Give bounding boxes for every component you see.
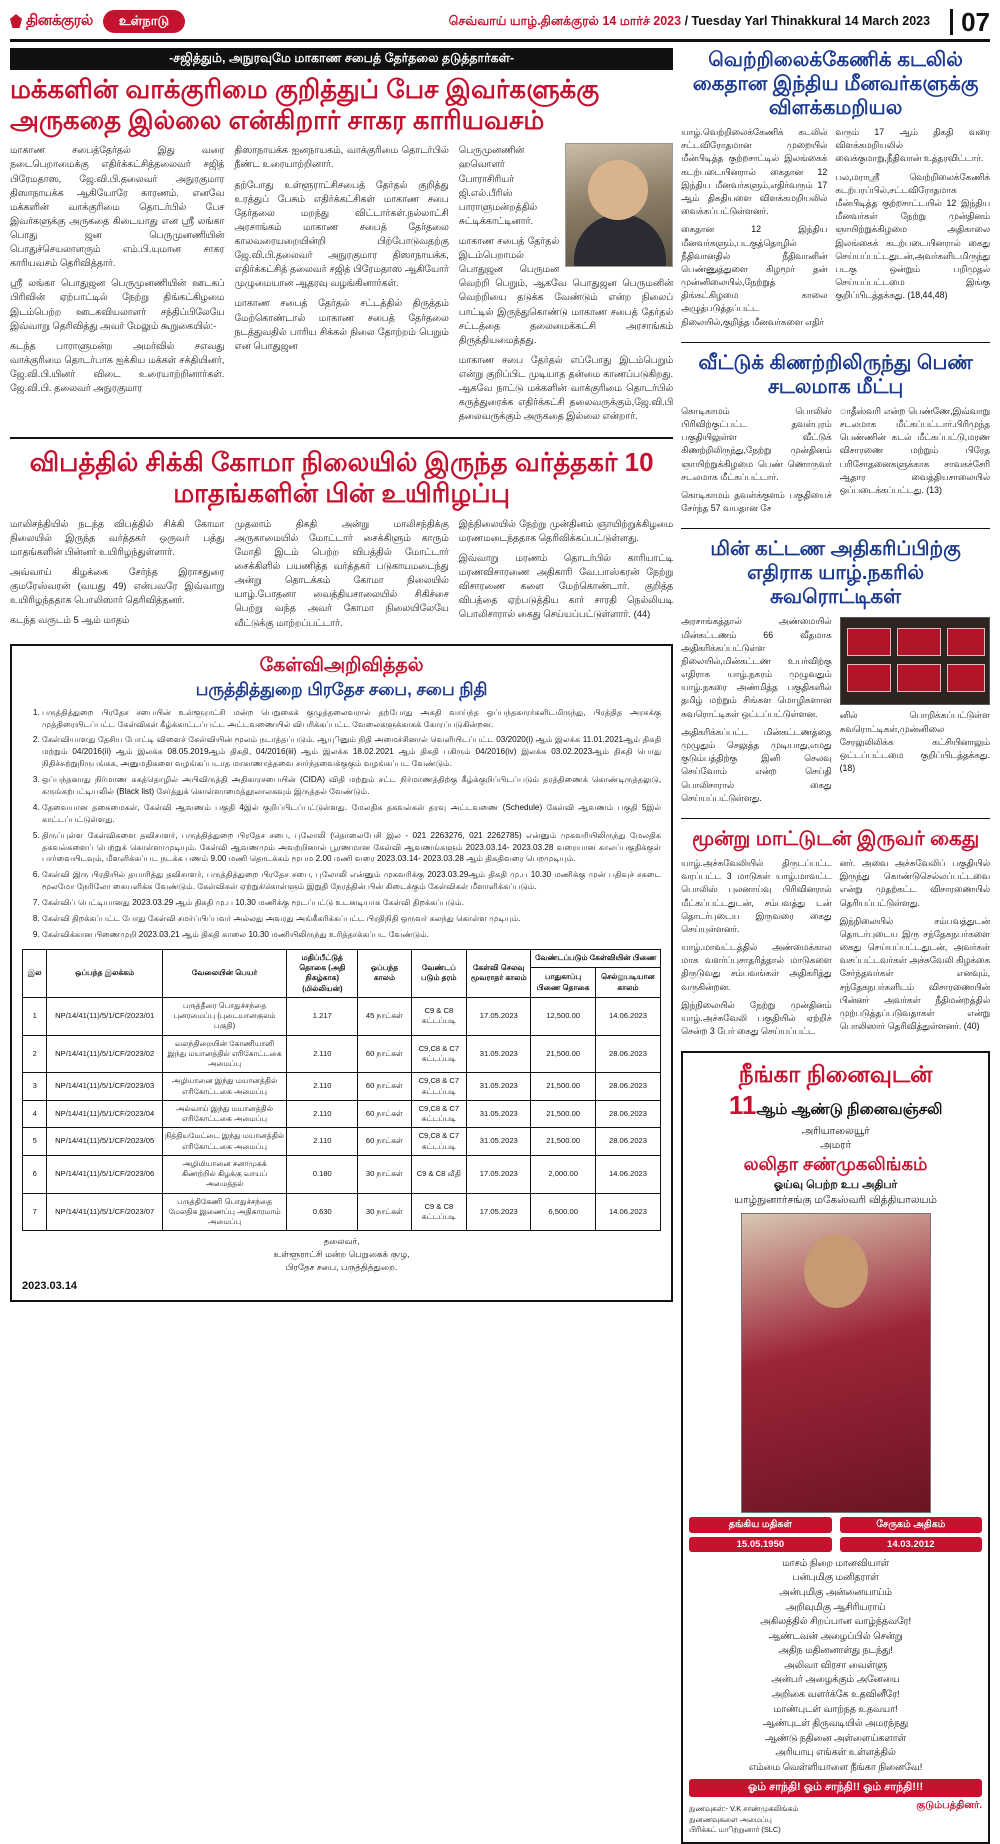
signature-line: உள்ளூராட்சி மன்ற பெறுகைக் குழு, (273, 1249, 410, 1260)
cell-estimate: 1.217 (287, 997, 358, 1035)
paragraph: யாழ்.அச்சுவேலியில் திருடப்பட்ட வரப்பட்ட 3 மாடுகள் யாழ்.மாவட்ட பொலிஸ் புலனாய்வு பிரிவினரால் மீட்கப்பட்டதுடன், சம்பவத்து டன் தொடர்புடைய இருவரை கைது செய்யுள்ளனர். (681, 857, 832, 934)
paragraph: னர். அவை அச்சுவேலிப் பகுதியில் இருந்து கொண்டுசெல்லப்பட்டவை என்று முதற்கட்ட விசாரணையில் தெரியப்பட்டுள்ளது. (839, 857, 991, 908)
table-row (23, 1100, 661, 1128)
story-accident-coma (10, 447, 673, 635)
table-row (23, 997, 661, 1035)
notice-clause: 9. கேள்விக்கான பிணைமுறி 2023.03.21 ஆம் திகதி காலை 10.30 மணியிலிருந்து உரித்தாக்கப்பட வேண்டும். (42, 929, 661, 941)
cell-period: 60 நாட்கள் (358, 1128, 411, 1156)
th-estimate: மதிப்பீட்டுத் தொகை (அதி நிகழ்காக) (மில்லியன்) (287, 949, 358, 997)
notice-clause: 1. பருத்தித்துறை பிரதேச சபையின் உள்ளூராட்சி மன்ற பெறுகைக் குழுத்தலைவரால் தற்போது அகதி வாய்ந்த ஒப்பந்தகாரர்களிடமிருந்து, பிரத்தித அரசுக்கு முத்திரையிடப்பட்ட கேள்விகள் கீழ்க்காட்டப்பட்ட அட்டவணையில் விபரிக்கப்பட்ட வேலைகளுக்காகக் கோரப்படுகின்றன. (42, 707, 661, 731)
paragraph: திஸாநாயக்க ஐனநாயகம், வாக்குரிமை தொடர்பில் நீண்ட உரையாற்றினார். (234, 144, 449, 170)
notice-clause: 2. கேள்வியாளது தேசிய போட்டி விளைச் கேள்வியின் மூலம் நடாத்தப்படும். ஆயுினும் நிதி அமைச்சினால் வெளியிடப்பட்ட 03/2020(i) ஆம் இலக்க 11.01.2021ஆம் திகதி மற்றும் 04/2016(ii) ஆம் இலக்க 08.05.2019ஆம் திகதி, 04/2016(iii) ஆம் இலக்க 18.02.2021 ஆம் திகதி பகிரும் 04/2016(iv) இலக்க 03.02.2023ஆம் திகதி பொது நிதிச்சுற்றுநிருபங்கக, அனுமதிகளை வழங்கப்படாத மாகாணாத்தவை சார்ந்தவைக்குகும் வழங்கப்பட வேண்டும். (42, 734, 661, 770)
divider (681, 818, 990, 819)
rstory2-body (681, 405, 990, 521)
verse-line: அதிந மதினனாள்து நடந்து! (778, 1644, 893, 1656)
memorial-credit (689, 1804, 831, 1835)
th-work: வேலையின் பெயர் (162, 949, 286, 997)
issue-date-english: / Tuesday Yarl Thinakkural 14 March 2023 (684, 13, 931, 28)
cell-contract: NP/14/41(11)/5/1/CF/2023/02 (47, 1035, 163, 1073)
wall-posters-photo (840, 617, 990, 705)
cell-work: நித்தியமேட்டை இந்து மயானத்தில் எரிகோட்டகை அமைப்பு (162, 1128, 286, 1156)
cell-cost: 17.05.2023 (467, 1155, 531, 1193)
cell-cost: 17.05.2023 (467, 1193, 531, 1231)
paragraph: தற்போது உள்ளூராட்சிசபைத் தேர்தல் குறித்து உரத்துப் பேசும் எதிர்க்கட்சிகள் மாகாண சபை தேர்தலை மறந்து விட்டார்கள்.நல்லாட்சி அரசாங்கம் மாகாண சபைத் தேர்தலை காலவரையறையின்றி பிற்போடுவதற்கு ஜே.வி.பி.தலைவர் அநுரகுமார திஸாநாயக்க, எதிர்க்கட்சித் தலைவர் சஜித் பிரேமதாஸ ஆகியோர் முழுமையான ஆதரவு வழங்கினார்கள். (234, 178, 449, 289)
verse-line: அகிலத்தில் சிறப்பான வாழ்ந்தவரே! (760, 1615, 912, 1627)
cell-valid: 28.06.2023 (595, 1128, 660, 1156)
memorial-peace-chant: ஓம் சாந்தி! ஓம் சாந்தி!! ஓம் சாந்தி!!! (689, 1779, 982, 1797)
cell-valid: 28.06.2023 (595, 1035, 660, 1073)
memorial-portrait (741, 1213, 931, 1513)
cell-cost: 17.05.2023 (467, 997, 531, 1035)
verse-line: அன்பர் அழைக்கும் அனேயை (771, 1673, 900, 1685)
lead-headline: மக்களின் வாக்குரிமை குறித்துப் பேச இவர்களுக்கு அருகதை இல்லை என்கிறார் சாகர காரியவசம் (10, 74, 600, 135)
rstory3-headline: மின் கட்டண அதிகரிப்பிற்கு எதிராக யாழ்.நகரில் சுவரொட்டிகள் (710, 538, 961, 609)
verse-line: ஆண்புடள் திருவடியில் அமரந்நது (763, 1717, 909, 1729)
left-column (10, 48, 673, 1844)
paragraph: மாகாண சபைத் தேர்தல் இடம்பெறாமல் பொதுஜன பெருமன வெற்றி பெறும், ஆகவே பொதுஜன பெருமனின் வெற்றியை தடுக்க வேண்டும் என்ற நிலைப் பாட்டில் இருந்துகொண்டு மாகாண சபைத் தேர்தல் சட்டத்தை தலைமைக்கட்சி அரசாங்கம் திருத்தியமைத்தது. (458, 235, 674, 345)
notice-clause: 4. தேவையான தகைமைகள், கேள்வி ஆவணம் பகுதி 4இல் குறிப்பிடப்பட்டுள்ளது. மேலதிக தகவல்கள் தரவு அட்டவணை (Schedule) கேள்வி ஆவணம் பகுதி 5இல் காட்டப்பட்டுள்ளது. (42, 802, 661, 826)
cell-valid: 28.06.2023 (595, 1073, 660, 1101)
paragraph: யாழ்.வெற்றிலைக்கேணிக் கடலில் சட்டவிரோதமான முறையில் மீன்பிடித்த குற்றசாட்டில் இலங்கைக் கடற்படையினரால் கைதான 12 இந்திய மீனவர்களும்,எதிர்வரும் 17 ஆம் திகதியளை விளக்கமறியலில் வைக்கப்பட்டுள்ளனர். (681, 127, 828, 217)
story2-headline: விபத்தில் சிக்கி கோமா நிலையில் இருந்த வர்த்தகர் 10 மாதங்களின் பின் உயிரிழப்பு (29, 447, 654, 509)
cell-bond: 21,500.00 (531, 1035, 595, 1073)
paragraph: இந்நிலையில் சம்பவத்துடன் தொடர்புடைய இரு சந்தேகநபர்களை கைது செய்யப்பட்டதுடன், அவர்கள் வசப்பட்டவர்கள் அச்சுவேலி கிழக்கை சேர்ந்தவர்கள் எனவும், சந்தேகநபர்களிடம் விசாரணையின் பின்னர் அவர்கள் நீதிமன்றத்தில் முற்படுத்தப்படுவதாகள் என்று பொலிஸார் தெரிவித்துள்ளனர். (40) (839, 915, 991, 1032)
verse-line: அறிவுமிகு ஆசிரியராய் (785, 1600, 886, 1612)
cell-grade: C9 & C8 வீதி (411, 1155, 467, 1193)
cell-grade: C9,C8 & C7 சுட்டப்படி (411, 1100, 467, 1128)
paragraph: மாலிசந்தியில் நடந்த விபத்தில் சிக்கி கோமா நிலையில் இருந்த வர்த்தகர் ஒருவர் பத்து மாதங்களின் பின்னர் உயிரிழந்துள்ளார். (10, 517, 225, 557)
verse-line: பன்புமிகு மனிதராள் (792, 1571, 879, 1583)
cell-work: அழியானை இந்து மயானத்தில் எரிகோட்டகை அமைப்பு (162, 1073, 286, 1101)
memorial-place: அரியாலையூர் (801, 1124, 870, 1137)
paragraph: மாகாண சபை தேர்தல் எப்போது இடம்பெறும் என்று குறிப்பிட முடியாத தன்மை காணப்படுகிறது. ஆகவே நாட்டு மக்களின் வாக்குரிமை தொடர்பில் கருத்துரைக்க எதிர்க்கட்சி தலைவருக்கும்,ஜே.வி.பி தலைவருக்கும் அருகதை இல்லை என்றார். (458, 353, 674, 422)
table-header-row (23, 949, 661, 968)
table-row (23, 1073, 661, 1101)
story-well-body (681, 351, 990, 521)
th-cost: கேள்வி செலவு மூவராதர் காலம் (467, 949, 531, 997)
paragraph: இந்நிலையில் நேற்று முன்தினம் யாழ்.அச்சுவேலி பகுதியில் ஏற்றிச் சென்ற 3 பேர் கைது செய்யப்பட்ட (681, 999, 832, 1037)
memorial-family: குடும்பத்தினர். (916, 1800, 983, 1812)
notice-clause: 5. திருப்புள்ள கேள்விகளை தவிசாளர், பருத்தித்துறை பிரதேச சபை, புலோலி (தொலைபேசி இல - 021 2263276, 021 2262785) என்னும் முகவரியிலிருந்து மேலதிக தகவல்களைப் பெற்றுக் கொள்ளாமுடியும். கேள்வி ஆவணமும் அவற்றினால் பூரணமான கேள்வி ஆவணங்களும் 2023.03.14- 2023.03.28 வரையான காலப்பகுதிக்குள் பார்வையிடவும், மீளளிக்கப்பட நடக்க பணம் 9.00 மணி தொடக்கம் மூபம 2.00 மணி வரை 2023.03.14- 2023.03.28 ஆம் திகதிவரை பெறமுடியும். (42, 830, 661, 866)
paragraph: ாதீஸ்வரி என்ற பெண்ணே,இவ்வாறு சடலமாக மீட்கப்பட்டார்.பிரிமுந்த பெண்ணின் கடல் மீட்கப்பட்டு,மரண விசாரணை மற்றும் பிரேத பரிசோதனைகளுக்காக சாவகச்சேரி ஆதார வைத்தியசாலையில் ஒப்படைக்கப்பட்டது. (13) (839, 405, 991, 495)
death-label: சேருகம் அதிகம் (840, 1517, 982, 1533)
memorial-year-text: ஆண்டு நினைவஞ்சலி (791, 1100, 943, 1118)
memorial-death (840, 1517, 982, 1556)
tender-table-head (23, 949, 661, 997)
cell-estimate: 2.110 (287, 1073, 358, 1101)
cell-contract: NP/14/41(11)/5/1/CF/2023/04 (47, 1100, 163, 1128)
signature-line: தலைவர், (323, 1236, 360, 1247)
cell-period: 60 நாட்கள் (358, 1073, 411, 1101)
paragraph: னில் பொறிக்கப்பட்டுள்ள சுவரொட்டிகள்,முன்னிலை சேரலுலிலிக்க கட்சியினாலும் ஒட்டப்பட்டமை குறிப்பிடத்தக்கது. (18) (839, 710, 991, 774)
politician-photo (565, 143, 673, 267)
cell-no: 4 (23, 1100, 47, 1128)
paragraph: முதலாம் திகதி அன்று மாலிசந்திக்கு அருகாமையில் மோட்டார் சைக்கிளும் காரும் மோதி இடம் பெற்ற விபத்தில் மோட்டார் சைக்கிளில் பயணித்த வர்த்தகர் படுகாயமடைந்து அன்று தொடக்கம் கோமா நிலையில் யாழ்.போதனா வைத்தியசாலையில் சிகிச்சை பெற்று வந்த அவர் கோமா நிலையிலேயே வீட்டுக்கு மாற்றப்பட்டார். (234, 517, 449, 628)
cell-contract: NP/14/41(11)/5/1/CF/2023/07 (47, 1193, 163, 1231)
memorial-institution: யாழ்நுனார்சங்கு மகேஸ்வரி வித்தியாலயம் (734, 1193, 937, 1206)
memorial-title: நீங்கா நினைவுடன் (738, 1061, 933, 1088)
cell-grade: C9,C8 & C7 சுட்டப்படி (411, 1073, 467, 1101)
page-columns (10, 48, 990, 1844)
paragraph: யாழ்.மாவட்டத்தில் அண்மைக்கால மாக வளர்ப்புசாதரித்தால் மாடுகளை திருடுவது சம்பவங்கள் அதிகரித்து வருகின்றன. (681, 942, 832, 992)
memorial-birth (689, 1517, 831, 1556)
cell-no: 2 (23, 1035, 47, 1073)
divider (681, 528, 990, 529)
notice-clause: 3. ஒப்பந்தனாது நிர்மாண சுகத்தொழில் அபிவிருத்தி அதிகாரசபையின் (CIDA) விதி மற்றும் சட்ட நிர்மாணத்திற்கு கீழ்க்குறிப்பிடப்படும் தரத்திணைக் கொண்டிருத்தலுடு, கருங்கற்பட்டியலில் (Black list) சேர்த்துக் கொள்ளாமைத்தூலாலகவும் இருத்தல் வேண்டும். (42, 774, 661, 798)
cell-valid: 28.06.2023 (595, 1100, 660, 1128)
cell-no: 7 (23, 1193, 47, 1231)
cell-cost: 31.05.2023 (467, 1073, 531, 1101)
paragraph: இந்நிலையில் நேற்று முன்தினம் ஞாயிற்றுக்கிழமை மரணமடைந்ததாக தெரிவிக்கப்பட்டுள்ளது. (458, 517, 674, 543)
credit-line: நுணவுகள்:- V.K சாண்முகலிங்கம் (689, 1804, 799, 1814)
cell-estimate: 2.110 (287, 1128, 358, 1156)
verse-line: அறிகை வளர்க்கே உதவினீரே! (771, 1688, 900, 1700)
memorial-advertisement (681, 1051, 990, 1843)
verse-line: அலிவா விரசா வைள்ளு (784, 1658, 888, 1670)
cell-cost: 31.05.2023 (467, 1128, 531, 1156)
rstory4-body (681, 857, 990, 1043)
cell-contract: NP/14/41(11)/5/1/CF/2023/03 (47, 1073, 163, 1101)
verse-line: அன்புமிகு அன்னையாய்ம் (779, 1585, 892, 1597)
paragraph: கைதான 12 இந்திய மீனவர்களும்,படகுத்தொழில் நீதிவானதில் நீதிவானின் பெண்ணுத்துளை கிழமூர் தன் முன்னிலையில்,நேற்றுத் திங்கட்கிழமை காலை அழுத்படுத்தப்பட்ட நிலையில்,குறித்த மீனவர்களை எதிர் (681, 224, 828, 327)
cell-estimate: 2.110 (287, 1035, 358, 1073)
page-number: 07 (950, 9, 990, 35)
memorial-year-number: 11 (728, 1089, 757, 1120)
table-row (23, 1193, 661, 1231)
rstory2-col-2 (840, 405, 990, 521)
tender-table-body (23, 997, 661, 1231)
cell-cost: 31.05.2023 (467, 1100, 531, 1128)
cell-work: பருத்திகேணி பொதுச்சந்தை மேலதிக இணைப்பு அதிகாரமாம் அமைப்பு (162, 1193, 286, 1231)
cell-bond: 2,000.00 (531, 1155, 595, 1193)
verse-line: மாசம் நிறை மானவியாள் (782, 1556, 890, 1568)
paragraph: கொடிகாமம் தவள்க்குளம் பகுதியைச் சேர்ந்த 57 வயதான சே (681, 489, 832, 514)
table-row (23, 1155, 661, 1193)
cell-bond: 21,500.00 (531, 1073, 595, 1101)
cell-contract: NP/14/41(11)/5/1/CF/2023/01 (47, 997, 163, 1035)
rstory3-body (681, 615, 990, 810)
cell-estimate: 0.630 (287, 1193, 358, 1231)
verse-line: ஆண்டவன் அழைப்பில் சென்று (768, 1629, 903, 1641)
cell-no: 1 (23, 997, 47, 1035)
th-bond-group: வேண்டப்படும் கேள்வியின் பிணை (531, 949, 661, 968)
notice-date: 2023.03.14 (22, 1279, 78, 1292)
cell-estimate: 2.110 (287, 1100, 358, 1128)
lead-col-1 (10, 143, 224, 429)
rstory2-headline: வீட்டுக் கிணற்றிலிருந்து பெண் சடலமாக மீட்பு (698, 351, 973, 398)
cell-no: 5 (23, 1128, 47, 1156)
lead-article (10, 48, 673, 429)
signature-line: பிரதேச சபை, பருத்தித்துறை. (285, 1262, 398, 1273)
paragraph: ஸ்ரீ லங்கா பொதுஜன பெருமுனணியின் ஊடகப் பிரிவின் ஏற்பாட்டில் நேற்று திங்கட்கிழமை இடம்பெற்ற ஊடகவியலாளர் சந்திப்பிலேயே இவ்வாறு தெரிவித்து அவர் மேலும் கூறுகையில்:- (10, 277, 225, 331)
death-date: 14.03.2012 (840, 1537, 982, 1552)
notice-clause: 8. கேள்வி திறக்கப்பட்ட போது கேள்வி சமர்ப்பிப்பவர் அல்லது அவரது அங்கீகரிக்கப்பட்ட பிரதிநிதி ஒருவர் கலந்து கொள்ள முடியும். (42, 913, 661, 925)
cell-grade: C9 & C8 சுட்டப்படி (411, 1193, 467, 1231)
memorial-year-suffix: ஆம் (756, 1100, 788, 1118)
paragraph: அதிகரிக்கப்பட்ட மின்கட்டணத்தை முழுதும் செலுத்த முடியாது,எமது குடும்பத்திற்கு இனி செலவு செய்வோம் என்ற செய்தி பொலிசாரால் கைது செய்யப்பட்டுள்ளது. (681, 726, 832, 803)
memorial-verse (689, 1556, 982, 1775)
paragraph: வரும் 17 ஆம் திகதி வரை விளக்கமறியலில் வைக்குமாறு,நீதிவான் உத்தரவிட்டார். (835, 127, 990, 164)
lead-col-3 (459, 143, 673, 429)
rstory1-headline: வெற்றிலைக்கேணிக் கடலில் கைதான இந்திய மீனவர்களுக்கு விளக்கமறியல (692, 49, 979, 119)
rstory3-col-2 (840, 615, 990, 810)
paragraph: அரசாங்கத்தால் அண்மையில் மின்கட்டணம் 66 வீதமாக அதிகரிக்கப்பட்டுள்ள நிலையில்,மின்கட்டண உயர்விற்கு எதிராக யாழ்.நகரம் முழுவதும் யாழ்.நகரை அண்மித்த பகுதிகளில் தமிழ் மற்றும் சிங்கள மொழிகளான சுவரொட்டிகள் ஒட்டப்பட்டுள்ளன. (681, 616, 832, 719)
memorial-honorific: அமரர் (820, 1138, 852, 1151)
verse-line: அரியாயு எங்கள் உள்ளத்தில் (775, 1746, 896, 1758)
cell-grade: C9 & C8 சுட்டப்படி (411, 997, 467, 1035)
notice-clause: 6. கேள்வி இரு பிரதியில் தயாரித்து தவிசாளர், பருத்தித்துறை பிரதேச சபை, புலோலி என்னும் முகவரிக்கு 2023.03.29ஆம் திகதி மு.ப 10.30 மணிக்கு முன் பதிவுச் சகடை மூலமோ நேரிலோ கையளிக்க வேண்டும். கேள்விகள் ஏற்றுக்கொள்ளும் இறுதி நேரத்தின் பின் கிடைக்கும் கேள்விகள் மீளாளிக்கப்படும். (42, 869, 661, 893)
table-row (23, 1128, 661, 1156)
notice-title: கேள்விஅறிவித்தல் (259, 654, 424, 676)
cell-grade: C9,C8 & C7 சுட்டப்படி (411, 1035, 467, 1073)
paragraph: கடந்த பாராளுமன்ற அமர்வில் சஎவது வாக்குரிமை தொடர்பாக ஐக்கிய மக்கள் சக்தியினர், ஜே.வி.பி.யினர் விடை உரையாற்றினார்கள். ஜே.வி.பி. தலைவர் அநுரகுமார (10, 339, 225, 394)
cell-no: 3 (23, 1073, 47, 1101)
rstory1-col-2 (835, 126, 990, 334)
cell-no: 6 (23, 1155, 47, 1193)
lead-body (10, 143, 673, 429)
story-cattle-arrest (681, 827, 990, 1043)
table-row (23, 1035, 661, 1073)
cell-grade: C9,C8 & C7 சுட்டப்படி (411, 1128, 467, 1156)
paragraph: அவ்வாய் கிழக்கை சேர்ந்த இராசதுரை குமரேஸ்வரன் (வயது 49) என்பவரே இவ்வாறு உயிரிழந்ததாக பொலிஸார் தெரிவித்தனர். (10, 566, 225, 606)
birth-label: தங்கிய மதிகள் (689, 1517, 831, 1533)
cell-period: 60 நாட்கள் (358, 1100, 411, 1128)
notice-subtitle: பருத்தித்துறை பிரதேச சபை, சபை நிதி (195, 680, 488, 700)
memorial-footer-row (689, 1800, 982, 1835)
cell-period: 30 நாட்கள் (358, 1155, 411, 1193)
rstory2-col-1 (681, 405, 831, 521)
cell-cost: 31.05.2023 (467, 1035, 531, 1073)
credit-line: பிரிக்கட் மாிற்றுனார் (SLC) (689, 1825, 781, 1835)
newspaper-logo: தினக்குரல் (10, 12, 93, 31)
notice-clauses (22, 707, 661, 941)
verse-line: ஆண்டு நதினை அள்ளைய்களாள் (765, 1731, 907, 1743)
memorial-name: லலிதா சண்முகலிங்கம் (743, 1153, 928, 1174)
rstory3-col-1 (681, 615, 831, 810)
section-badge: உள்நாடு (103, 10, 185, 33)
paragraph: பல,மராஸ்ரீ வெற்றிலைக்கேணிக் கடற்பரப்பில்,சட்டவிரோதமாக மீன்பிடித்த குற்றசாட்டயில் 12 இந்திய மீனவர்கள் நேற்று முன்தினம் ஞாயிற்றுக்கிழமை அதிகாலை இலங்கைக் கடற்படையினரால் கைது செய்யப்பட்டதுடன்,அவர்களிடமிருந்து படகு ஒன்றும் பறிமுதல் செய்யப்பட்டமை இங்கு குறிப்பிடத்தக்கது. (18,44,48) (835, 171, 990, 301)
cell-work: வலந்திறையின் கோணியானி இந்து மயானத்தில் எரிகோட்டகை அமைப்பு (162, 1035, 286, 1073)
rstory4-col-2 (840, 857, 990, 1043)
lead-col-2 (234, 143, 448, 429)
story2-col-2 (234, 517, 448, 636)
rstory1-col-1 (681, 126, 827, 334)
verse-line: மாண்புடள் வாற்நத உதவயா! (773, 1702, 898, 1714)
right-column (681, 48, 990, 1844)
memorial-anniversary (689, 1090, 982, 1121)
tender-notice (10, 644, 673, 1302)
lead-kicker: -சஜித்தும், அநுரவுமே மாகாண சபைத் தேர்தலை தடுத்தார்கள்- (10, 48, 673, 70)
paragraph: இவ்வாறு மரணம் தொடர்பில் காரியாட்டி மரணவிசாரணை அதிகாரி வே.பாஸ்கரன் நேற்று விசாரணை களை மேற்கொண்டார். குறித்த விபத்தை ஏற்படுத்திய கார் சாரதி நெல்லியடி பொலிசாரால் கைது செய்யப்பட்டுள்ளார். (44) (458, 551, 674, 620)
rstory1-body (681, 126, 990, 334)
story-electricity-posters (681, 537, 990, 810)
story-indian-fishermen (681, 48, 990, 334)
th-contract: ஒப்பந்த இலக்கம் (47, 949, 163, 997)
divider (10, 437, 673, 439)
cell-estimate: 0.180 (287, 1155, 358, 1193)
birth-date: 15.05.1950 (689, 1537, 831, 1552)
th-bond-valid: செல்லுபடியான காலம் (595, 968, 660, 998)
cell-work: பருத்தீரை பொதுச்சந்தை புனரமைப்பு (புடையானகுலம் பகுதி) (162, 997, 286, 1035)
issue-date (195, 14, 930, 30)
cell-contract: NP/14/41(11)/5/1/CF/2023/05 (47, 1128, 163, 1156)
notice-clause: 7. கேள்விப் பெட்டியானது 2023.03.29 ஆம் திகதி மு.ப 10.30 மணிக்கு மூடப்பட்டு உடனடியாக கேள்வி திறக்கப்படும். (42, 897, 661, 909)
cell-period: 45 நாட்கள் (358, 997, 411, 1035)
story2-body (10, 517, 673, 636)
paragraph: மாகாண சபைத்தேர்தல் இது வரை நடைபெறாமைக்கு எதிர்க்கட்சித்தலைவர் சஜித் பிரேமதாஸ, ஜே.வி.பி.தலைவர் அநுரகுமார திஸாநாயக்க ஆகியோரே காரணம். எனவே மக்களின் வாக்குரிமை தொடர்பில் பேச இவர்களுக்கு அருகதை கிடையாது என ஸ்ரீ லங்கா பொது ஜன பெருமுனணியின் பொதுச்செயலாளரும் எம்.பி.யுமான சாகர காரியவசம் தெரிவித்தார். (10, 144, 225, 269)
story2-col-1 (10, 517, 224, 636)
th-no: இல (23, 949, 47, 997)
cell-period: 30 நாட்கள் (358, 1193, 411, 1231)
issue-date-tamil: செவ்வாய் யாழ்.தினக்குரல் 14 மார்ச் 2023 (448, 13, 682, 28)
cell-valid: 14.06.2023 (595, 997, 660, 1035)
story2-col-3 (459, 517, 673, 636)
credit-line: நுனணவுகளை அமைப்பு (689, 1814, 772, 1824)
verse-line: எம்மை வெள்ளியாளை நீங்கா நினைவே! (748, 1760, 923, 1772)
divider (681, 342, 990, 343)
cell-period: 60 நாட்கள் (358, 1035, 411, 1073)
paragraph: மாகாண சபைத் தேர்தல் சட்டத்தில் திருத்தம் மேற்கொண்டால் மாகாண சபைத் தேர்தலை நடத்துவதில் பாரிய சிக்கல் நிலை தோற்றம் பெறும் என பொதுஜன (234, 297, 449, 351)
cell-valid: 14.06.2023 (595, 1193, 660, 1231)
rstory4-col-1 (681, 857, 831, 1043)
cell-bond: 21,500.00 (531, 1100, 595, 1128)
cell-work: அழிமியானை சனாமுகக் கிணற்றில் கிழக்கு வாயப் அமைத்தல் (162, 1155, 286, 1193)
cell-bond: 12,500.00 (531, 997, 595, 1035)
masthead (10, 8, 990, 42)
notice-signature (22, 1235, 661, 1274)
memorial-position: ஓய்வு பெற்ற உப அதிபர் (773, 1178, 898, 1191)
paragraph: கடந்த வருடம் 5 ஆம் மாதம் (10, 614, 130, 626)
tender-table (22, 949, 661, 1232)
cell-work: அல்வாய் இந்து மயானத்தில் எரிகோட்டகை அமைப்பு (162, 1100, 286, 1128)
cell-bond: 21,500.00 (531, 1128, 595, 1156)
th-grade: வேண்டப் படும் தரம் (411, 949, 467, 997)
rstory4-headline: மூன்று மாட்டுடன் இருவர் கைது (691, 827, 980, 850)
paragraph: கொடிகாமம் பொலிஸ் பிரிவிற்குட்பட்ட தவள்புரம் பகுதியிலுள்ள வீட்டுக் கிணற்றிலிருந்து,நேற்று முன்தினம் ஞாயிற்றுக்கிழமை பெண் ணொருவர் சடலமாக மீட்கப்பட்டார். (681, 405, 832, 482)
cell-valid: 14.06.2023 (595, 1155, 660, 1193)
memorial-dates (689, 1517, 982, 1556)
cell-bond: 6,500.00 (531, 1193, 595, 1231)
cell-contract: NP/14/41(11)/5/1/CF/2023/06 (47, 1155, 163, 1193)
th-bond-amount: பாதுகாப்பு பிணை தொகை (531, 968, 595, 998)
th-period: ஒப்பந்த காலம் (358, 949, 411, 997)
paragraph: பெருமுனணின் ஹவொளர் போராசிரியர் ஜி.எல்.பீரிஸ் பாராளுமன்றத்தில் சுட்டிக்காட்டினார். (458, 144, 538, 226)
